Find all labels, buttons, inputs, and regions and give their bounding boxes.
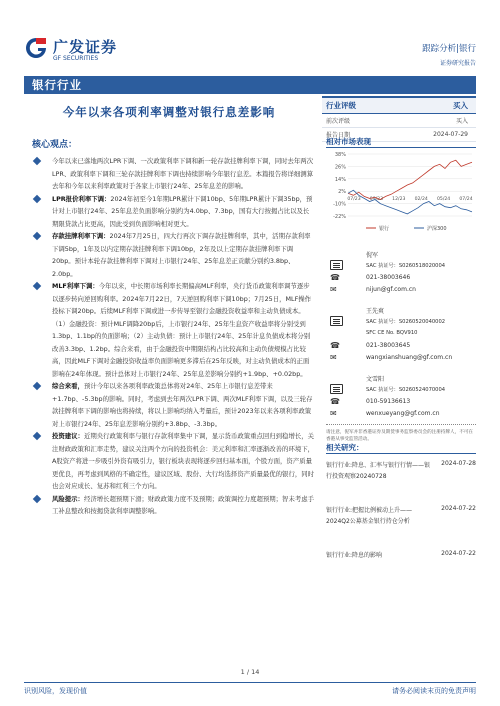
related-title: 银行行业:把握比例被动上升——2024Q2公募基金银行持仓分析 — [326, 507, 413, 525]
analyst-2 — [326, 304, 476, 364]
footer-disclaimer-link[interactable]: 请务必阅读末页的免责声明 — [392, 687, 476, 695]
email-icon: ✉ — [330, 285, 337, 294]
y-tick-label: -22% — [333, 214, 346, 220]
paragraph-summary — [32, 380, 315, 430]
y-tick-label: 26% — [334, 164, 346, 171]
market-chart — [326, 150, 476, 234]
y-tick-label: 2% — [338, 189, 346, 196]
paragraph-lead: 综合来看， — [52, 382, 84, 390]
paragraph-risk — [32, 493, 315, 518]
related-item-3[interactable] — [326, 550, 476, 564]
analyst-name: 王先爽 — [366, 308, 385, 315]
paragraph-text: 预计今年以来各项利率政策总体将对24年、25年上市银行息差带来+1.7bp、-5.3bp的影响。同时，考虑到去年两次LPR下调、两次MLF利率下调，以及三轮存款挂牌利率下调的影响也将持续，将以上影响均纳入考量后，预计2023年以来各项利率政策对上市银行24年、25年息差影响分别约+3.8bp、-3.3bp。 — [52, 382, 313, 428]
diamond-bullet-icon — [33, 232, 41, 240]
diamond-bullet-icon — [33, 494, 41, 502]
related-title: 银行行业:降息、汇率与银行行情——银行投资观察20240728 — [326, 462, 431, 480]
paragraph-lead: 投资建议： — [52, 432, 84, 440]
analyst-sfc: SFC CE No. BQV910 — [366, 330, 418, 336]
paragraph-text: 近期央行政策利率与银行存款利率集中下调，显示货币政策重点回归到稳增长，关注财政政策和汇率走势，建议关注两个方向的投资机会：美元利率和汇率逐渐改善的环境下，A股资产将进一步吸引外资有吸引力，银行板块表现将逐步回归基本面，个股方面，资产质量更优良，再考虑到风格的不确定性，建议区域、股份、大行均选择资产质量最优的银行，同时也会对应成长、复苏和红利三个方向。 — [52, 432, 315, 490]
industry-label: 银行行业 — [32, 78, 82, 92]
paragraph-intro — [32, 155, 315, 193]
analyst-phone-row — [326, 272, 476, 284]
paragraph-lead: 风险提示： — [52, 494, 84, 503]
paragraph-lead: 存款挂牌利率下调： — [52, 232, 110, 240]
related-date: 2024-07-22 — [441, 505, 476, 512]
paragraph-lpr — [32, 193, 315, 231]
logo-en: GF SECURITIES — [53, 55, 99, 62]
x-tick-label: 12/23 — [392, 197, 406, 202]
legend-label: 沪深300 — [427, 226, 447, 232]
analyst-email[interactable]: nijun@gf.com.cn — [366, 286, 416, 293]
prev-rating-value: 买入 — [455, 118, 468, 125]
analyst-sac: SAC 执证号：S0260524070004 — [366, 387, 446, 393]
series-line-bank — [348, 160, 472, 199]
industry-banner — [24, 76, 476, 94]
report-date-label: 报告日期 — [326, 132, 351, 139]
logo-cn: 广发证券 — [53, 38, 118, 56]
id-card-icon — [330, 384, 343, 394]
analyst-email-row — [326, 352, 476, 364]
analyst-name: 文雪阳 — [366, 376, 385, 383]
email-icon: ✉ — [330, 353, 337, 362]
phone-icon: ☎ — [330, 397, 340, 406]
paragraph-lead: LPR报价利率下调： — [52, 194, 111, 203]
paragraph-investment — [32, 430, 315, 493]
footer-divider — [24, 682, 476, 683]
legend-label: 银行 — [379, 226, 390, 232]
company-logo — [24, 36, 134, 64]
related-date: 2024-07-22 — [441, 550, 476, 557]
section-divider — [326, 453, 476, 454]
analyst-phone: 021-38003646 — [366, 274, 411, 281]
phone-icon: ☎ — [330, 341, 340, 350]
phone-icon: ☎ — [330, 273, 340, 282]
analyst-name-row — [326, 304, 476, 316]
analyst-email-row — [326, 284, 476, 296]
analyst-label — [330, 249, 341, 258]
rating-value: 买入 — [453, 101, 468, 110]
analyst-phone-row — [326, 340, 476, 352]
x-tick-label: 05/24 — [436, 197, 451, 202]
y-tick-label: -10% — [333, 201, 346, 208]
paragraph-text: 2024年7月25日，四大行再次下调存款挂牌利率，其中，活期存款利率下调5bp，1年及以内定期存款挂牌利率下调10bp，2年及以上定期存款挂牌利率下调20bp。预计本轮存款挂牌利率下调对上市银行24年、25年息差正贡献分别约3.8bp、2.0bp。 — [52, 232, 311, 278]
core-views-heading: 核心观点： — [32, 140, 78, 150]
report-type: 证券研究报告 — [439, 60, 476, 67]
related-heading: 相关研究： — [326, 443, 364, 452]
report-date-value: 2024-07-29 — [433, 131, 468, 138]
paragraph-lead: MLF利率下调： — [52, 282, 99, 290]
core-views — [32, 155, 315, 518]
analyst-3 — [326, 372, 476, 420]
related-item-2[interactable] — [326, 505, 476, 545]
diamond-bullet-icon — [33, 157, 41, 165]
diamond-bullet-icon — [33, 382, 41, 390]
x-tick-label: 07/24 — [459, 197, 473, 202]
paragraph-text: 今年以来已落地两次LPR下调、一次政策利率下调和新一轮存款挂牌利率下调，同时去年两次LPR、政策利率下调和三轮存款挂牌利率下调也持续影响今年银行息差。本篇报告将详细测算去年和今年以来利率政策对于各家上市银行24年、25年息差的影响。 — [52, 157, 314, 190]
id-card-icon — [330, 316, 343, 326]
related-date: 2024-07-28 — [441, 460, 476, 467]
analyst-sac-row — [326, 316, 476, 328]
x-tick-label: 07/23 — [347, 197, 361, 202]
y-tick-label: 38% — [334, 152, 346, 158]
related-title: 银行行业:降息的影响 — [326, 552, 383, 559]
section-divider — [326, 147, 476, 148]
report-category: 跟踪分析|银行 — [422, 44, 476, 54]
related-item-1[interactable] — [326, 460, 476, 500]
email-icon: ✉ — [330, 409, 337, 418]
paragraph-mlf — [32, 280, 315, 380]
analyst-sac: SAC 执证号：S0260520040002 — [366, 319, 446, 325]
analyst-email[interactable]: wangxianshuang@gf.com.cn — [366, 354, 453, 361]
analyst-sac: SAC 执证号：S0260518020004 — [366, 263, 446, 269]
analyst-disclaimer: 请注意，倪军并非香港证券及期货事务监察委员会的注册持牌人，不可在香港从事受监管活动。 — [326, 424, 476, 443]
analyst-phone-row — [326, 396, 476, 408]
analyst-email-row — [326, 408, 476, 420]
analyst-sac-row — [326, 384, 476, 396]
gf-logo-icon — [24, 36, 48, 60]
footer-slogan: 识别风险，发现价值 — [24, 687, 87, 695]
rating-label: 行业评级 — [326, 101, 356, 110]
diamond-bullet-icon — [33, 194, 41, 202]
paragraph-text: 经济增长超预期下滑；财政政策力度不及预期；政策调控力度超预期；智未考虑手工补息整改和按揭贷款利率调整影响。 — [52, 494, 315, 515]
analyst-phone: 010-59136613 — [366, 398, 411, 405]
paragraph-deposit — [32, 230, 315, 280]
analyst-name: 倪军 — [366, 252, 379, 259]
x-tick-label: 09/23 — [369, 197, 384, 202]
rating-header — [322, 96, 476, 114]
report-title: 今年以来各项利率调整对银行息差影响 — [62, 105, 276, 119]
analyst-name-row — [326, 372, 476, 384]
analyst-name-row — [326, 248, 476, 260]
x-tick-label: 02/24 — [414, 197, 428, 202]
paragraph-text: 今年以来，中长期市场利率长期偏高MLF利率，央行货币政策利率调节逐步以逐步转向逆回购利率。2024年7月22日，7天逆回购利率下调10bp；7月25日，MLF操作投标下调20bp。后续MLF利率下调或进一步传导至银行金融投资收益率和主动负债成本。（1）金融投资：预计MLF调降20bp后，上市银行24年、25年生息资产收益率将分别受到1.3bp、1.1bp的负面影响；（2）主动负债：预计上市银行24年、25年计息负债成本将分别改善3.3bp、1.2bp。综合来看，由于金融投资中期限结构占比较高和主动负债规模占比较高，因此MLF下调对金融投资收益率负面影响更多滞后在25年反映，对主动负债成本的正面影响在24年体现。预计总体对上市银行24年、25年息差影响分别约+1.9bp、+0.02bp。 — [52, 282, 312, 378]
y-tick-label: 14% — [334, 176, 346, 183]
series-line-csi300 — [348, 190, 472, 214]
analyst-phone: 021-38003645 — [366, 342, 411, 349]
analyst-email[interactable]: wenxueyang@gf.com.cn — [366, 410, 440, 417]
prev-rating-row — [322, 114, 476, 128]
diamond-bullet-icon — [33, 432, 41, 440]
market-section-heading: 相对市场表现 — [326, 137, 371, 146]
page-number: 1 / 14 — [240, 668, 260, 676]
diamond-bullet-icon — [33, 282, 41, 290]
analyst-sfc-row — [326, 328, 476, 340]
id-card-icon — [330, 260, 343, 270]
analyst-sac-row — [326, 260, 476, 272]
prev-rating-label: 前次评级 — [326, 118, 351, 125]
paragraph-text: 2024年初至今1年期LPR累计下调10bp、5年期LPR累计下调35bp，预计对上市银行24年、25年息差负面影响分别约为4.0bp、7.3bp，国有大行按揭占比以及长期限贷款占比更高，因此受到负面影响相对更大。 — [52, 194, 313, 228]
analyst-1 — [326, 248, 476, 296]
